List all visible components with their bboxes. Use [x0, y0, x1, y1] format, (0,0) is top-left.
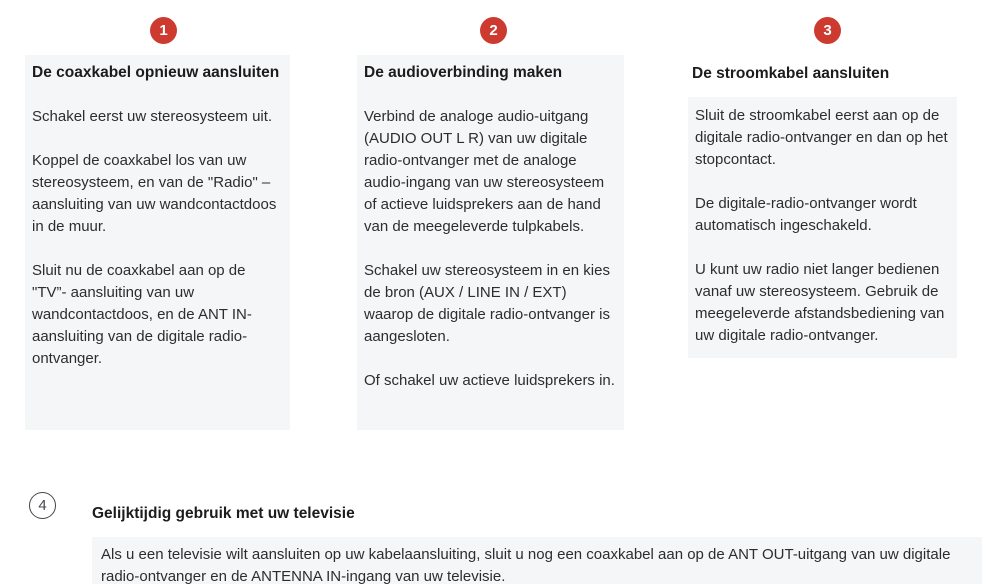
step-2-number-badge: 2	[480, 17, 507, 44]
step-3-paragraph-2: De digitale-radio-ontvanger wordt automatisch ingeschakeld.	[695, 195, 917, 234]
step-2-paragraph-3: Of schakel uw actieve luidsprekers in.	[364, 372, 615, 389]
step-1-paragraph-1: Schakel eerst uw stereosysteem uit.	[32, 108, 273, 125]
step-2-paragraph-1: Verbind de analoge audio-uitgang (AUDIO OUT L R) van uw digitale radio-ontvanger met de analoge audio-ingang van uw stereosysteem of actieve luidsprekers aan de hand van de meegeleverde tulpkabels.	[364, 108, 605, 235]
step-1-panel	[25, 55, 290, 430]
step-1-paragraph-2: Koppel de coaxkabel los van uw stereosysteem, en van de "Radio" – aansluiting van uw wandcontactdoos in de muur.	[32, 152, 277, 235]
step-3-panel	[688, 97, 957, 358]
step-3-title: De stroomkabel aansluiten	[692, 65, 890, 82]
step-4-panel	[92, 537, 982, 584]
step-4-title: Gelijktijdig gebruik met uw televisie	[92, 505, 355, 522]
step-3-paragraph-3: U kunt uw radio niet langer bedienen vanaf uw stereosysteem. Gebruik de meegeleverde afstandsbediening van uw digitale radio-ontvanger.	[695, 261, 945, 344]
step-1-title: De coaxkabel opnieuw aansluiten	[32, 64, 280, 81]
step-1-number-badge: 1	[150, 17, 177, 44]
step-3-number-badge: 3	[814, 17, 841, 44]
step-4-paragraph: Als u een televisie wilt aansluiten op uw kabelaansluiting, sluit u nog een coaxkabel aan op de ANT OUT-uitgang van uw digitale radio-ontvanger en de ANTENNA IN-ingang van uw televisie.	[101, 546, 951, 584]
step-2-panel	[357, 55, 624, 430]
step-2-title: De audioverbinding maken	[364, 64, 563, 81]
step-1-paragraph-3: Sluit nu de coaxkabel aan op de "TV”- aansluiting van uw wandcontactdoos, en de ANT IN-aansluiting van de digitale radio-ontvanger.	[32, 262, 252, 367]
step-4-number-badge: 4	[29, 492, 56, 519]
step-3-paragraph-1: Sluit de stroomkabel eerst aan op de digitale radio-ontvanger en dan op het stopcontact.	[695, 107, 948, 168]
step-2-paragraph-2: Schakel uw stereosysteem in en kies de bron (AUX / LINE IN / EXT) waarop de digitale radio-ontvanger is aangesloten.	[364, 262, 610, 345]
